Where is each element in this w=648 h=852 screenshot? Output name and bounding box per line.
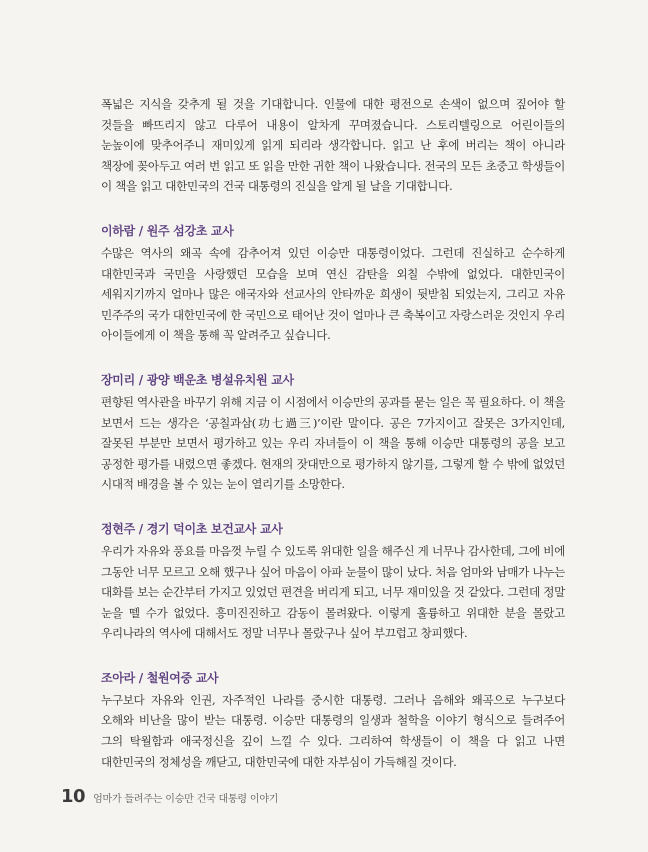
review-paragraph: 우리가 자유와 풍요를 마음껏 누릴 수 있도록 위대한 일을 해주신 게 너무나 감사한데, 그에 비에 그동안 너무 모르고 오해 했구나 싶어 마음이 아파 눈물이 많이 났다. 처음 엄마와 남매가 나누는 대화를 보는 순간부터 가지고 있었던 편견을 버리게 되고, 너무 재미있을 것 같았다. 그런데 정말 눈을 뗄 수가 없었다. 흥미진진하고 감동이 몰려왔다. 이렇게 훌륭하고 위대한 분을 몰랐고 우리나라의 역사에 대해서도 정말 너무나 몰랐구나 싶어 부끄럽고 창피했다. xyxy=(101,543,565,641)
review-author-heading: 이하람 / 원주 섬강초 교사 xyxy=(101,223,234,238)
review-paragraph: 편향된 역사관을 바꾸기 위해 지금 이 시점에서 이승만의 공과를 묻는 일은 꼭 필요하다. 이 책을 보면서 드는 생각은 ‘공칠과삼(功七過三)’이란 말이다. 공은 7가지이고 잘못은 3가지인데, 잘못된 부분만 보면서 평가하고 있는 우리 자녀들이 이 책을 통해 이승만 대통령의 공을 보고 공정한 평가를 내렸으면 좋겠다. 현재의 잣대만으로 평가하지 않기를, 그렇게 할 수 밖에 없었던 시대적 배경을 볼 수 있는 눈이 열리기를 소망한다. xyxy=(101,394,565,492)
review-section xyxy=(101,222,565,346)
page-content xyxy=(101,94,565,797)
running-book-title: 엄마가 들려주는 이승만 건국 대통령 이야기 xyxy=(93,794,279,805)
review-section xyxy=(101,520,565,644)
review-author-heading: 정현주 / 경기 덕이초 보건교사 교사 xyxy=(101,521,283,536)
review-author-heading: 장미리 / 광양 백운초 병설유치원 교사 xyxy=(101,372,294,387)
review-section xyxy=(101,371,565,495)
page-footer xyxy=(61,786,278,807)
review-section xyxy=(101,669,565,772)
intro-paragraph: 폭넓은 지식을 갖추게 될 것을 기대합니다. 인물에 대한 평전으로 손색이 없으며 짚어야 할 것들을 빠뜨리지 않고 다루어 내용이 알차게 꾸며졌습니다. 스토리텔링으로 어린이들의 눈높이에 맞추어주니 재미있게 읽게 되리라 생각합니다. 읽고 난 후에 버리는 책이 아니라 책장에 꽂아두고 여러 번 읽고 또 읽을 만한 귀한 책이 나왔습니다. 전국의 모든 초중고 학생들이 이 책을 읽고 대한민국의 건국 대통령의 진실을 알게 될 날을 기대합니다. xyxy=(101,97,565,194)
review-paragraph: 수많은 역사의 왜곡 속에 감추어져 있던 이승만 대통령이었다. 그런데 진실하고 순수하게 대한민국과 국민을 사랑했던 모습을 보며 연신 감탄을 외칠 수밖에 없었다. 대한민국이 세워지기까지 얼마나 많은 애국자와 선교사의 안타까운 희생이 뒷받침 되었는지, 그리고 자유 민주주의 국가 대한민국에 한 국민으로 태어난 것이 얼마나 큰 축복이고 자랑스러운 것인지 우리 아이들에게 이 책을 통해 꼭 알려주고 싶습니다. xyxy=(101,245,565,343)
review-author-heading: 조아라 / 철원여중 교사 xyxy=(101,670,219,685)
review-paragraph: 누구보다 자유와 인권, 자주적인 나라를 중시한 대통령. 그러나 음해와 왜곡으로 누구보다 오해와 비난을 많이 받는 대통령. 이승만 대통령의 일생과 철학을 이야기 형식으로 들려주어 그의 탁월함과 애국정신을 깊이 느낄 수 있다. 그리하여 학생들이 이 책을 다 읽고 나면 대한민국의 정체성을 깨닫고, 대한민국에 대한 자부심이 가득해질 것이다. xyxy=(101,692,565,769)
page-number: 10 xyxy=(61,786,86,807)
